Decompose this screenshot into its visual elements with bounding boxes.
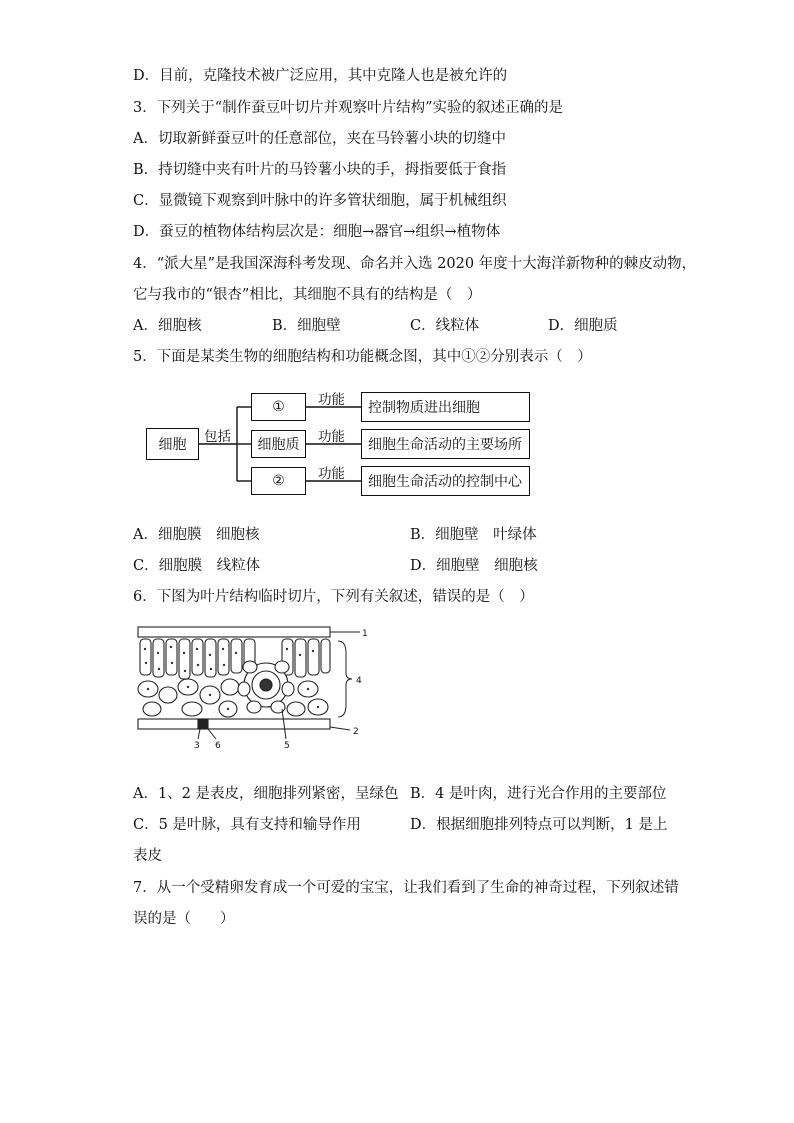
concept-root-cell: 细胞 xyxy=(146,428,199,460)
concept-link-function-1: 功能 xyxy=(318,392,345,408)
leaf-vein xyxy=(238,661,294,713)
q5-option-d: D．细胞壁 细胞核 xyxy=(410,558,538,574)
q7-stem-line1: 7．从一个受精卵发育成一个可爱的宝宝，让我们看到了生命的神奇过程，下列叙述错 xyxy=(133,880,679,896)
q4-option-b: B．细胞壁 xyxy=(272,318,341,334)
q3-option-b: B．持切缝中夹有叶片的马铃薯小块的手，拇指要低于食指 xyxy=(133,162,507,178)
q5-options-row1 xyxy=(133,525,733,545)
spongy-layer xyxy=(138,679,328,717)
leaf-label-1: 1 xyxy=(362,629,368,639)
q7-stem-line2: 误的是（ ） xyxy=(133,911,235,927)
q3-option-a: A．切取新鲜蚕豆叶的任意部位，夹在马铃薯小块的切缝中 xyxy=(133,131,506,147)
q3-option-d: D．蚕豆的植物体结构层次是：细胞→器官→组织→植物体 xyxy=(133,224,501,240)
concept-link-function-3: 功能 xyxy=(318,466,345,482)
q6-option-b: B．4 是叶肉，进行光合作用的主要部位 xyxy=(410,786,667,802)
q2-option-d: D．目前，克隆技术被广泛应用，其中克隆人也是被允许的 xyxy=(133,68,508,84)
q4-option-d: D．细胞质 xyxy=(548,318,618,334)
q4-stem-line2: 它与我市的“银杏”相比，其细胞不具有的结构是（ ） xyxy=(133,287,482,303)
leaf-label-2: 2 xyxy=(353,727,359,737)
q4-stem-line1: 4．“派大星”是我国深海科考发现、命名并入选 2020 年度十大海洋新物种的棘皮动物， xyxy=(133,256,697,272)
leaf-label-3: 3 xyxy=(194,741,200,751)
q6-options-row1 xyxy=(133,784,753,804)
q5-stem: 5．下面是某类生物的细胞结构和功能概念图，其中①②分别表示（ ） xyxy=(133,349,592,365)
leaf-label-5: 5 xyxy=(284,741,290,751)
stoma xyxy=(198,719,208,729)
q6-stem: 6．下图为叶片结构临时切片，下列有关叙述，错误的是（ ） xyxy=(133,589,534,605)
q6-option-d: D．根据细胞排列特点可以判断，1 是上 xyxy=(410,817,668,833)
q5-option-b: B．细胞壁 叶绿体 xyxy=(410,527,537,543)
concept-link-function-2: 功能 xyxy=(318,429,345,445)
q4-options xyxy=(133,316,733,336)
q3-option-c: C．显微镜下观察到叶脉中的许多管状细胞，属于机械组织 xyxy=(133,193,507,209)
q4-option-c: C．线粒体 xyxy=(410,318,480,334)
q5-option-a: A．细胞膜 细胞核 xyxy=(133,527,260,543)
q6-options-row2 xyxy=(133,815,753,835)
q4-option-a: A．细胞核 xyxy=(133,318,202,334)
concept-function-3: 细胞生命活动的控制中心 xyxy=(361,466,530,496)
q6-option-a: A．1、2 是表皮，细胞排列紧密，呈绿色 xyxy=(133,786,399,802)
leaf-label-6: 6 xyxy=(215,741,221,751)
concept-function-1: 控制物质进出细胞 xyxy=(361,392,530,422)
concept-part-cytoplasm: 细胞质 xyxy=(251,430,306,458)
concept-link-include: 包括 xyxy=(204,429,231,445)
q5-option-c: C．细胞膜 线粒体 xyxy=(133,558,261,574)
q6-option-d-continued: 表皮 xyxy=(133,848,162,864)
q5-options-row2 xyxy=(133,556,733,576)
palisade-layer xyxy=(140,639,330,679)
concept-part-1: ① xyxy=(251,393,306,421)
q6-option-c: C．5 是叶脉，具有支持和输导作用 xyxy=(133,817,361,833)
leaf-label-4: 4 xyxy=(356,676,362,686)
leaf-cross-section-figure xyxy=(132,623,377,753)
concept-part-2: ② xyxy=(251,467,306,495)
upper-epidermis xyxy=(138,627,330,637)
lower-epidermis xyxy=(138,719,330,729)
q3-stem: 3．下列关于“制作蚕豆叶切片并观察叶片结构”实验的叙述正确的是 xyxy=(133,100,564,116)
concept-function-2: 细胞生命活动的主要场所 xyxy=(361,429,530,459)
